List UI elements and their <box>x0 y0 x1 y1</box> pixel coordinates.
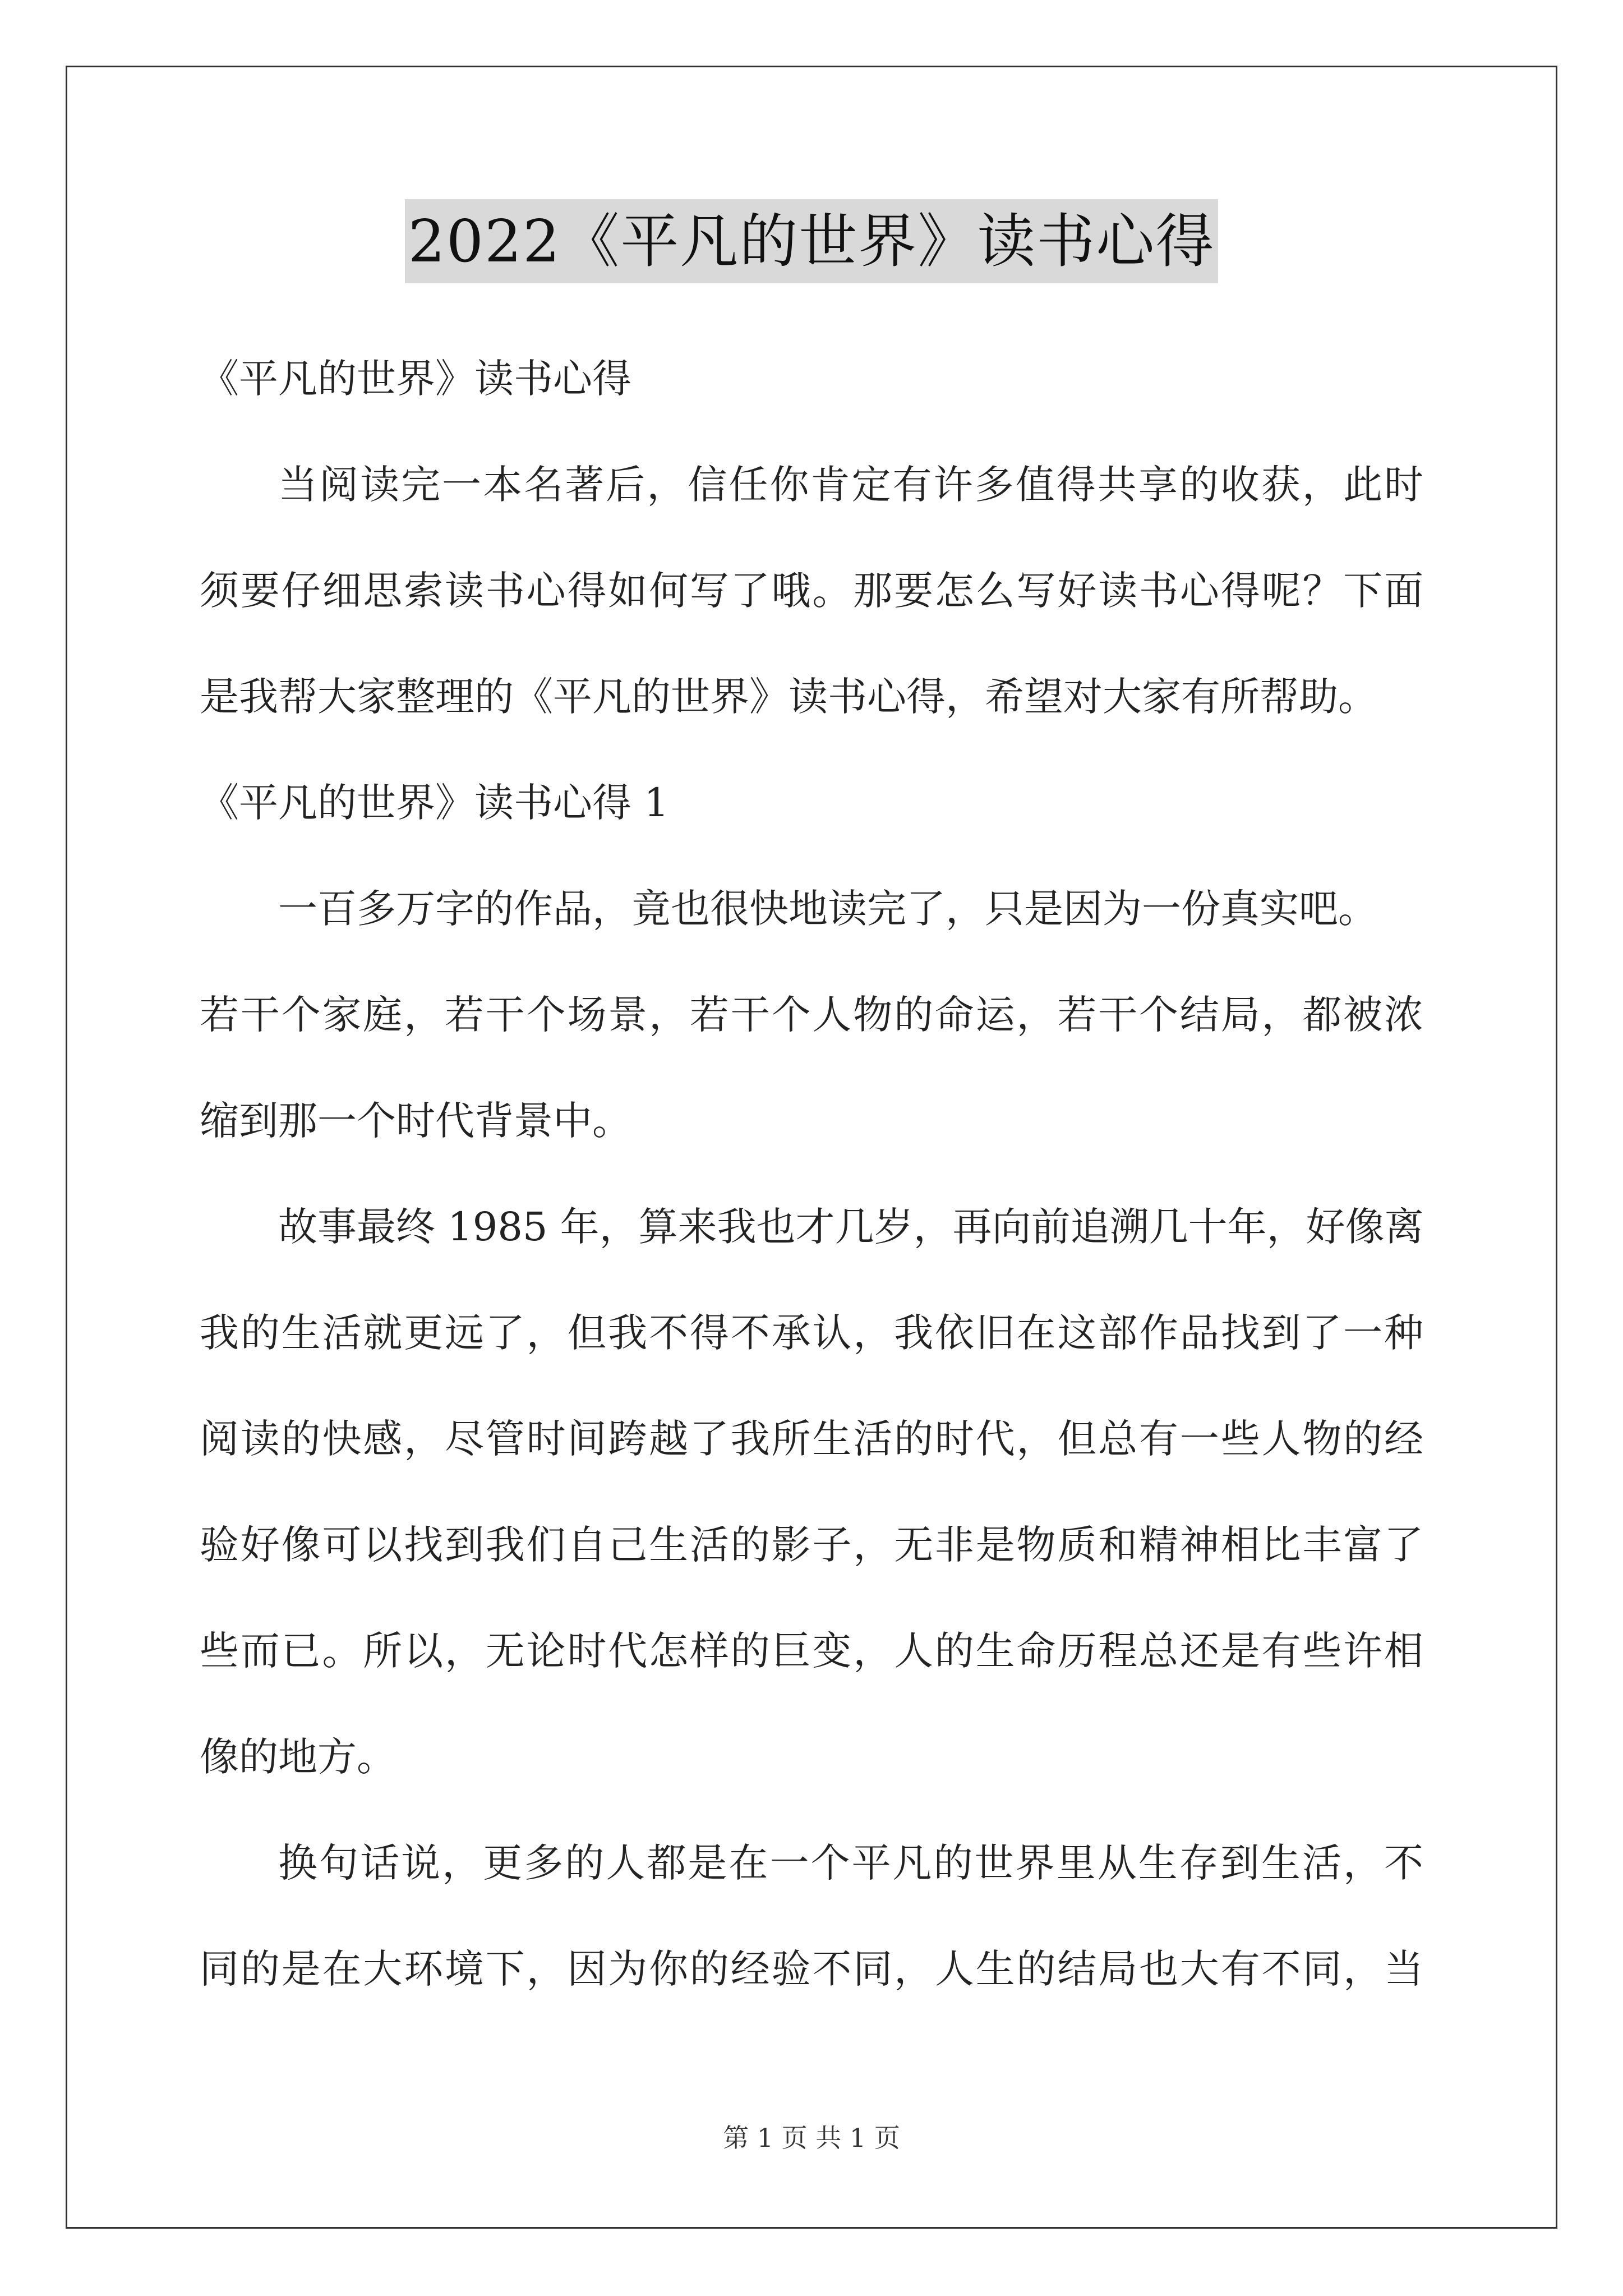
paragraph-line: 验好像可以找到我们自己生活的影子，无非是物质和精神相比丰富了 <box>200 1522 1423 1568</box>
section-heading: 《平凡的世界》读书心得 1 <box>200 780 669 826</box>
paragraph-line: 当阅读完一本名著后，信任你肯定有许多值得共享的收获，此时 <box>278 462 1423 508</box>
paragraph-line: 同的是在大环境下，因为你的经验不同，人生的结局也大有不同，当 <box>200 1946 1423 1992</box>
paragraph-line: 缩到那一个时代背景中。 <box>200 1098 631 1144</box>
paragraph-line: 些而已。所以，无论时代怎样的巨变，人的生命历程总还是有些许相 <box>200 1628 1423 1674</box>
paragraph-line: 若干个家庭，若干个场景，若干个人物的命运，若干个结局，都被浓 <box>200 992 1423 1038</box>
paragraph-line: 故事最终 1985 年，算来我也才几岁，再向前追溯几十年，好像离 <box>278 1204 1424 1250</box>
paragraph-line: 我的生活就更远了，但我不得不承认，我依旧在这部作品找到了一种 <box>200 1310 1423 1356</box>
paragraph-line: 换句话说，更多的人都是在一个平凡的世界里从生存到生活，不 <box>278 1840 1423 1886</box>
document-body <box>200 337 1423 2033</box>
document-title: 2022《平凡的世界》读书心得 <box>405 199 1219 283</box>
section-heading: 《平凡的世界》读书心得 <box>200 356 631 402</box>
title-container <box>0 199 1623 283</box>
paragraph-line: 是我帮大家整理的《平凡的世界》读书心得，希望对大家有所帮助。 <box>200 674 1377 720</box>
paragraph-line: 阅读的快感，尽管时间跨越了我所生活的时代，但总有一些人物的经 <box>200 1416 1423 1462</box>
paragraph-line: 一百多万字的作品，竟也很快地读完了，只是因为一份真实吧。 <box>278 886 1377 932</box>
paragraph-line: 须要仔细思索读书心得如何写了哦。那要怎么写好读书心得呢？下面 <box>200 568 1423 614</box>
page-footer: 第 1 页 共 1 页 <box>723 2123 900 2153</box>
paragraph-line: 像的地方。 <box>200 1734 396 1780</box>
